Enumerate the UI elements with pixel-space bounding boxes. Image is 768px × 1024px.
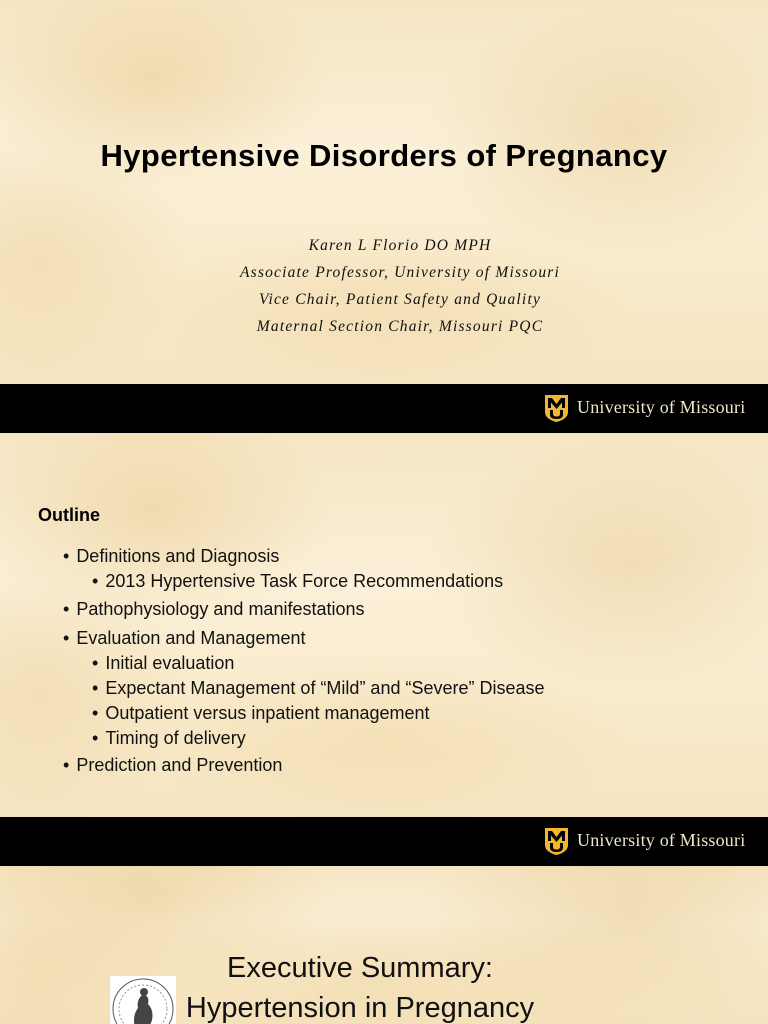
outline-subitem: • 2013 Hypertensive Task Force Recommendations: [92, 571, 503, 592]
outline-item: • Pathophysiology and manifestations: [63, 599, 365, 620]
author-block: [0, 232, 768, 340]
author-title-line: Maternal Section Chair, Missouri PQC: [256, 318, 544, 335]
slide-title-line: Hypertension in Pregnancy: [185, 992, 535, 1024]
slide-title: [180, 948, 540, 1024]
author-name: Karen L Florio DO MPH: [308, 237, 492, 254]
mu-logo-icon: [544, 827, 569, 856]
outline-subitem: • Expectant Management of “Mild” and “Severe” Disease: [92, 678, 545, 699]
outline-item: • Definitions and Diagnosis: [63, 546, 279, 567]
acog-seal-icon: [110, 976, 176, 1024]
executive-summary-slide: [0, 866, 768, 1024]
footer-university-name: University of Missouri: [577, 397, 746, 417]
title-slide: [0, 0, 768, 433]
outline-heading: Outline: [38, 505, 100, 525]
footer-bar: [0, 817, 768, 866]
outline-slide: [0, 433, 768, 866]
footer-university-name: University of Missouri: [577, 830, 746, 850]
outline-item: • Evaluation and Management: [63, 628, 305, 649]
author-title-line: Vice Chair, Patient Safety and Quality: [258, 291, 542, 308]
outline-subitem: • Timing of delivery: [92, 728, 246, 749]
slide-title-line: Executive Summary:: [227, 952, 493, 984]
mu-logo-icon: [544, 394, 569, 423]
outline-subitem: • Outpatient versus inpatient management: [92, 703, 430, 724]
slide-title: Hypertensive Disorders of Pregnancy: [100, 138, 668, 173]
outline-item: • Prediction and Prevention: [63, 755, 282, 776]
outline-subitem: • Initial evaluation: [92, 653, 234, 674]
footer-bar: [0, 384, 768, 433]
author-title-line: Associate Professor, University of Missouri: [239, 264, 561, 281]
